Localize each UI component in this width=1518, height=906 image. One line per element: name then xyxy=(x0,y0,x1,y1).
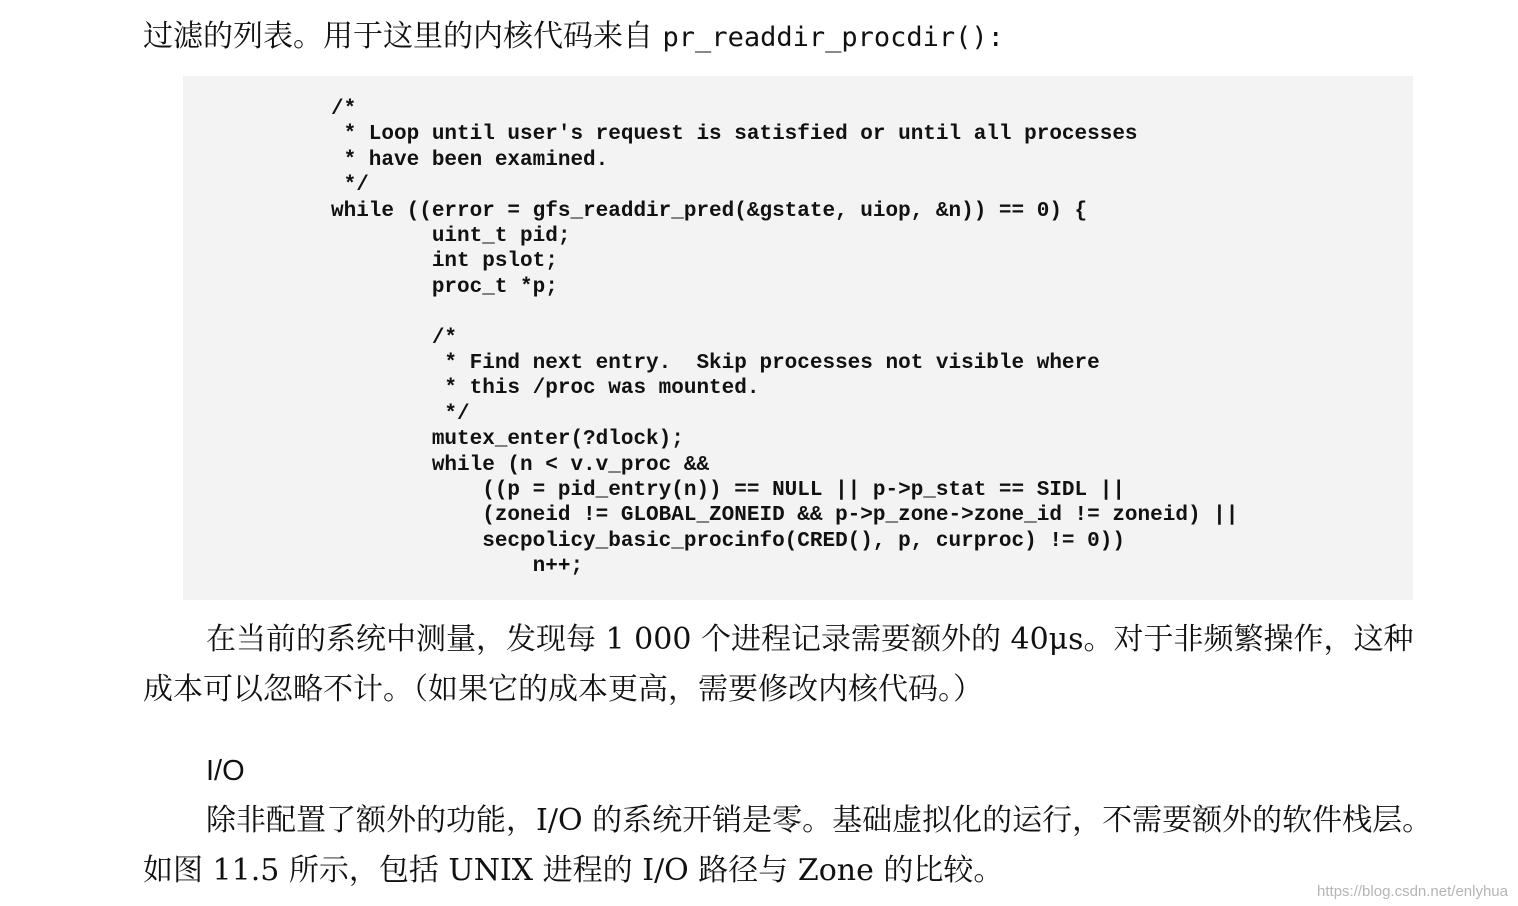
code-line: /* xyxy=(331,98,357,121)
code-line: mutex_enter(?dlock); xyxy=(331,428,684,452)
code-line: */ xyxy=(331,402,470,426)
code-line: proc_t *p; xyxy=(331,275,558,299)
code-line: int pslot; xyxy=(331,250,558,274)
code-line: /* xyxy=(331,326,458,350)
code-line: n++; xyxy=(331,555,584,579)
code-line: * this /proc was mounted. xyxy=(331,377,760,401)
code-line: while ((error = gfs_readdir_pred(&gstate, uiop, &n)) == 0) { xyxy=(331,199,1088,223)
code-line: (zoneid != GLOBAL_ZONEID && p->p_zone->zone_id != zoneid) || xyxy=(331,504,1239,528)
intro-function-name: pr_readdir_procdir(): xyxy=(662,22,1004,53)
paragraph-2-line-1: 除非配置了额外的功能，I/O 的系统开销是零。基础虚拟化的运行，不需要额外的软件栈层。 xyxy=(206,803,1433,838)
watermark-url: https://blog.csdn.net/enlyhua xyxy=(1317,883,1508,900)
code-block xyxy=(183,76,1413,600)
code-line: ((p = pid_entry(n)) == NULL || p->p_stat == SIDL || xyxy=(331,479,1125,502)
code-line: */ xyxy=(331,174,369,198)
code-line: * Loop until user's request is satisfied or until all processes xyxy=(331,123,1138,147)
paragraph-1-line-2: 成本可以忽略不计。（如果它的成本更高，需要修改内核代码。） xyxy=(143,672,983,707)
code-line: * Find next entry. Skip processes not visible where xyxy=(331,352,1100,375)
paragraph-1-line-1: 在当前的系统中测量，发现每 1 000 个进程记录需要额外的 40μs。对于非频繁操作，这种 xyxy=(206,622,1414,657)
code-line: secpolicy_basic_procinfo(CRED(), p, curproc) != 0)) xyxy=(331,529,1125,553)
code-line: while (n < v.v_proc && xyxy=(331,453,710,477)
code-line: uint_t pid; xyxy=(331,225,571,248)
paragraph-2-line-2: 如图 11.5 所示，包括 UNIX 进程的 I/O 路径与 Zone 的比较。 xyxy=(143,853,1004,888)
intro-line xyxy=(143,17,1004,58)
intro-text: 过滤的列表。用于这里的内核代码来自 xyxy=(143,19,663,54)
section-heading: I/O xyxy=(206,755,245,787)
code-line: * have been examined. xyxy=(331,148,609,172)
